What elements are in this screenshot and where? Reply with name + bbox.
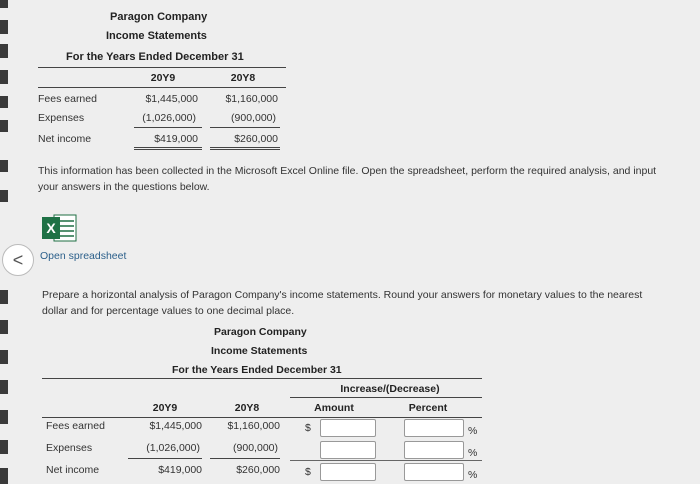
amount-header: Amount xyxy=(314,402,354,414)
edge-bar xyxy=(0,440,8,454)
edge-bar xyxy=(0,120,8,132)
row-value: $1,160,000 xyxy=(225,93,278,105)
instructions-text: Prepare a horizontal analysis of Paragon Company's income statements. Round your answers for monetary values to the nearest dollar and for percentage values to one decimal place. xyxy=(42,289,643,317)
edge-bar xyxy=(0,410,8,424)
header-rule xyxy=(42,378,482,379)
edge-bar xyxy=(0,380,8,394)
subtotal-rule xyxy=(134,127,202,128)
row-value: $1,160,000 xyxy=(227,420,280,432)
percent-header: Percent xyxy=(408,402,448,414)
edge-bar xyxy=(0,350,8,364)
percent-sign: % xyxy=(468,425,478,437)
period-title: For the Years Ended December 31 xyxy=(172,364,342,376)
open-spreadsheet-link[interactable]: Open spreadsheet xyxy=(40,250,127,262)
percent-input[interactable] xyxy=(404,441,464,459)
edge-bar xyxy=(0,0,8,8)
back-button[interactable] xyxy=(2,244,34,276)
total-rule xyxy=(134,149,202,150)
header-rule xyxy=(42,417,482,418)
header-rule xyxy=(38,87,286,88)
edge-bar xyxy=(0,44,8,58)
edge-bar xyxy=(0,290,8,304)
row-value: (1,026,000) xyxy=(142,112,196,124)
col-header-20y8: 20Y8 xyxy=(230,72,256,84)
col-header-20y8: 20Y8 xyxy=(234,402,260,414)
total-rule xyxy=(210,149,280,150)
edge-bar xyxy=(0,468,8,484)
percent-sign: % xyxy=(468,447,478,459)
row-value: (900,000) xyxy=(231,112,276,124)
edge-bar xyxy=(0,190,8,202)
row-label: Expenses xyxy=(46,442,93,454)
statement-title: Income Statements xyxy=(211,345,308,357)
excel-letter: X xyxy=(46,220,56,236)
total-rule xyxy=(134,147,202,148)
subtotal-rule xyxy=(210,458,280,459)
row-label: Net income xyxy=(38,133,92,145)
chevron-left-icon: < xyxy=(12,249,24,270)
dollar-sign: $ xyxy=(305,422,311,434)
edge-bar xyxy=(0,320,8,334)
row-value: $1,445,000 xyxy=(145,93,198,105)
row-label: Fees earned xyxy=(46,420,105,432)
statement-title: Income Statements xyxy=(106,30,207,42)
row-value: (1,026,000) xyxy=(146,442,200,454)
row-value: $419,000 xyxy=(154,133,198,145)
percent-input[interactable] xyxy=(404,463,464,481)
row-label: Expenses xyxy=(38,112,85,124)
dollar-sign: $ xyxy=(305,466,311,478)
percent-input[interactable] xyxy=(404,419,464,437)
header-rule xyxy=(38,67,286,68)
row-label: Fees earned xyxy=(38,93,97,105)
row-value: $419,000 xyxy=(158,464,202,476)
row-label: Net income xyxy=(46,464,100,476)
row-value: $260,000 xyxy=(236,464,280,476)
amount-input[interactable] xyxy=(320,419,376,437)
edge-bar xyxy=(0,70,8,84)
total-rule xyxy=(210,147,280,148)
excel-icon[interactable] xyxy=(40,213,78,243)
col-header-20y9: 20Y9 xyxy=(150,72,176,84)
subtotal-rule xyxy=(128,458,202,459)
amount-input[interactable] xyxy=(320,441,376,459)
period-title: For the Years Ended December 31 xyxy=(66,51,244,63)
row-value: $260,000 xyxy=(234,133,278,145)
subtotal-rule xyxy=(210,127,280,128)
info-text: This information has been collected in the Microsoft Excel Online file. Open the spreadsheet, perform the required analysis, and input your answers in the questions below. xyxy=(38,165,657,193)
edge-bar xyxy=(0,96,8,108)
increase-decrease-header: Increase/(Decrease) xyxy=(340,383,440,395)
amount-input[interactable] xyxy=(320,463,376,481)
header-rule xyxy=(290,397,482,398)
col-header-20y9: 20Y9 xyxy=(152,402,178,414)
percent-sign: % xyxy=(468,469,478,481)
row-value: $1,445,000 xyxy=(149,420,202,432)
subtotal-rule xyxy=(290,460,482,461)
edge-bar xyxy=(0,160,8,172)
edge-bar xyxy=(0,20,8,34)
row-value: (900,000) xyxy=(233,442,278,454)
company-title: Paragon Company xyxy=(110,11,208,23)
company-title: Paragon Company xyxy=(214,326,307,338)
